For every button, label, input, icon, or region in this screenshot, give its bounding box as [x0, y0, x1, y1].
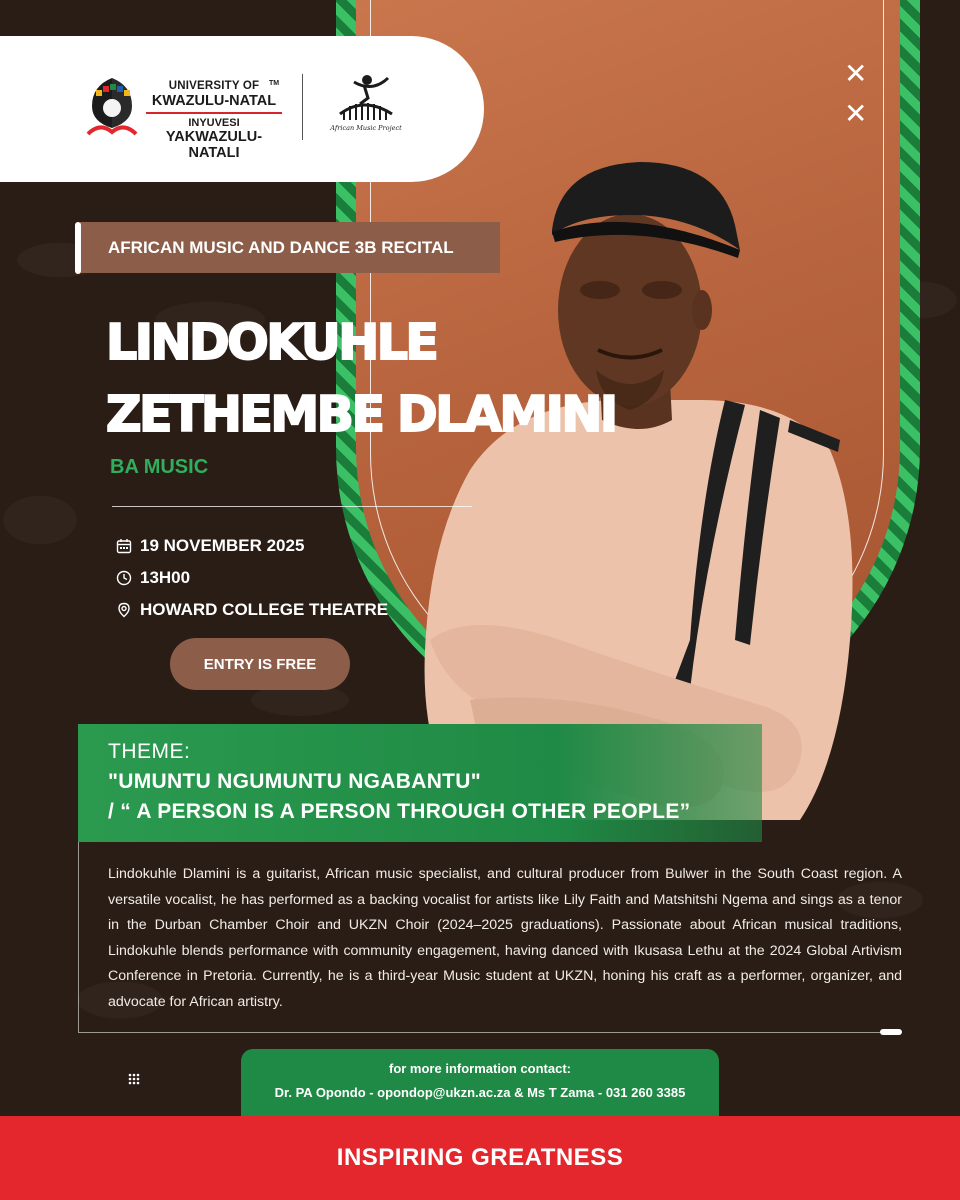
sparkle-icon: ✕: [844, 57, 868, 90]
event-date: [116, 536, 304, 556]
university-line-1: UNIVERSITY OF: [168, 80, 260, 92]
sparkle-icon: ✕: [844, 97, 868, 130]
theme-zulu-phrase: "UMUNTU NGUMUNTU NGABANTU": [108, 770, 482, 793]
event-date-text: 19 NOVEMBER 2025: [140, 536, 305, 555]
university-line-4: YAKWAZULU-NATALI: [165, 129, 263, 161]
header-divider: [302, 74, 303, 140]
event-venue-text: HOWARD COLLEGE THEATRE: [140, 600, 389, 619]
event-time: [116, 568, 190, 588]
theme-english-translation: / “ A PERSON IS A PERSON THROUGH OTHER PEOPLE”: [108, 800, 691, 823]
degree-label: BA MUSIC: [110, 456, 209, 478]
footer-slogan: INSPIRING GREATNESS: [336, 1144, 624, 1171]
contact-box: [241, 1049, 719, 1117]
performer-bio: Lindokuhle Dlamini is a guitarist, African music specialist, and cultural producer from Bulwer in the South Coast region. A versatile vocalist, he has performed as a backing vocalist for artists like Lily Faith and Matshitshi Ngema and sings as a tenor in the Durban Chamber Choir and UKZN Choir (2024–2025 graduations). Passionate about African musical traditions, Lindokuhle blends performance with community engagement, having danced with Ikusasa Lethu at the 2024 Global Artivism Conference in Pretoria. Currently, he is a third-year Music student at UKZN, honing his craft as a performer, organizer, and advocate for African artistry.: [108, 866, 902, 1010]
clock-icon: [116, 570, 132, 586]
performer-name-line-2: ZETHEMBE DLAMINI: [106, 386, 616, 443]
university-line-2: KWAZULU-NATAL: [151, 93, 277, 109]
bio-accent-bar: [880, 1029, 902, 1035]
recital-banner: AFRICAN MUSIC AND DANCE 3B RECITAL: [80, 222, 500, 273]
dots-grid-icon: [128, 1070, 140, 1082]
performer-name-line-1: LINDOKUHLE: [106, 314, 437, 371]
banner-accent-bar: [75, 222, 81, 274]
calendar-icon: [116, 538, 132, 554]
entry-free-badge: ENTRY IS FREE: [170, 638, 350, 690]
theme-label: THEME:: [108, 740, 191, 763]
details-divider: [112, 506, 472, 507]
wordmark-rule: [146, 112, 282, 114]
ukzn-crest-icon: [86, 76, 138, 138]
contact-details: Dr. PA Opondo - opondop@ukzn.ac.za & Ms T Zama - 031 260 3385: [274, 1085, 686, 1100]
trademark-mark: TM: [269, 80, 280, 87]
ukzn-wordmark: [146, 80, 282, 161]
contact-label: for more information contact:: [388, 1061, 571, 1076]
african-music-project-caption: African Music Project: [330, 124, 402, 132]
african-music-project-logo-icon: [334, 74, 396, 122]
event-time-text: 13H00: [140, 568, 191, 587]
footer-slogan-bar: [0, 1116, 960, 1200]
university-line-3: INYUVESI: [188, 117, 240, 129]
location-pin-icon: [116, 602, 132, 618]
event-venue: [116, 600, 388, 620]
